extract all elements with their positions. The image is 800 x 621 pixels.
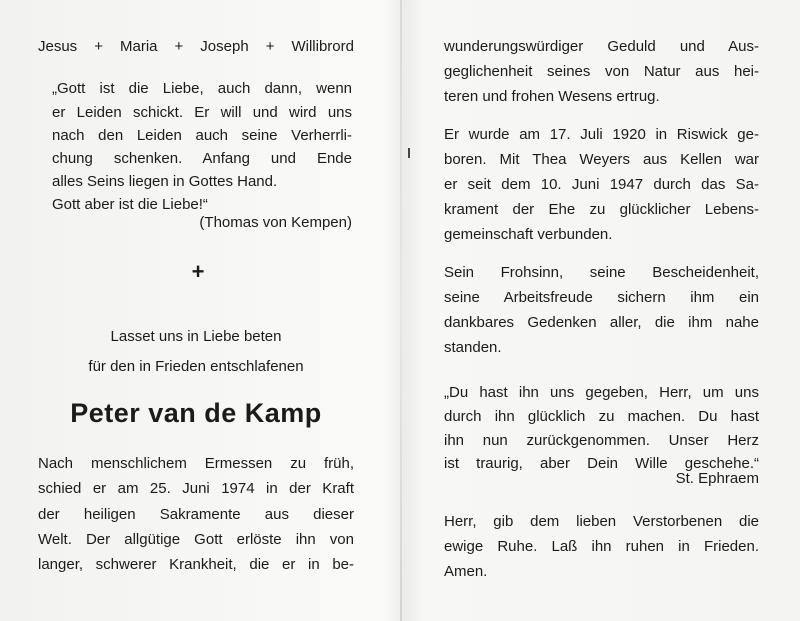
prayer-line: für den in Frieden entschlafenen (88, 358, 304, 375)
quote-line: nach den Leiden auch seine Verherrli- (52, 127, 352, 144)
body-line: Herr, gib dem lieben Verstorbenen die (444, 513, 759, 530)
cross-symbol: + (191, 259, 205, 284)
quote-author: St. Ephraem (675, 470, 759, 487)
quote-line: durch ihn glücklich zu machen. Du hast (444, 408, 759, 425)
body-line: standen. (444, 339, 502, 356)
separator-plus: + (94, 38, 103, 55)
prayer-line: Lasset uns in Liebe beten (110, 328, 282, 345)
body-line: Sein Frohsinn, seine Bescheidenheit, (444, 264, 759, 281)
body-line: krament der Ehe zu glücklicher Lebens- (444, 201, 759, 218)
quote-line: chung schenken. Anfang und Ende (52, 150, 352, 167)
body-line: langer, schwerer Krankheit, die er in be- (38, 556, 354, 573)
body-line: dankbares Gedenken aller, die ihm nahe (444, 314, 759, 331)
quote-line: „Gott ist die Liebe, auch dann, wenn (52, 80, 352, 97)
quote-line: Gott aber ist die Liebe!“ (52, 196, 208, 213)
saint-joseph: Joseph (200, 38, 249, 55)
deceased-name: Peter van de Kamp (70, 398, 322, 428)
body-line: der heiligen Sakramente aus dieser (38, 506, 354, 523)
saint-maria: Maria (119, 38, 158, 55)
body-line: gemeinschaft verbunden. (444, 226, 613, 243)
quote-line: ist traurig, aber Dein Wille geschehe.“ (444, 455, 759, 472)
body-line: boren. Mit Thea Weyers aus Kellen war (444, 151, 759, 168)
saint-jesus: Jesus (38, 38, 78, 55)
saint-willibrord: Willibrord (291, 38, 354, 55)
ink-speck (408, 148, 410, 158)
separator-plus: + (265, 38, 275, 55)
separator-plus: + (174, 38, 184, 55)
quote-line: er Leiden schickt. Er will und wird uns (52, 104, 352, 121)
quote-author: (Thomas von Kempen) (199, 214, 352, 231)
body-line: teren und frohen Wesens ertrug. (444, 88, 660, 105)
body-line: Nach menschlichem Ermessen zu früh, (38, 455, 354, 472)
body-line: ewige Ruhe. Laß ihn ruhen in Frieden. (444, 538, 759, 555)
body-line: wunderungswürdiger Geduld und Aus- (444, 38, 759, 55)
quote-line: „Du hast ihn uns gegeben, Herr, um uns (444, 384, 759, 401)
body-line: geglichenheit seines von Natur aus hei- (444, 63, 759, 80)
quote-line: alles Seins liegen in Gottes Hand. (52, 173, 278, 190)
quote-line: ihn nun zurückgenommen. Unser Herz (444, 432, 759, 449)
fold-line (400, 0, 402, 621)
saints-header (38, 38, 354, 56)
body-line: er seit dem 10. Juni 1947 durch das Sa- (444, 176, 759, 193)
body-line: Amen. (444, 563, 488, 580)
body-line: Er wurde am 17. Juli 1920 in Riswick ge- (444, 126, 759, 143)
body-line: seine Arbeitsfreude sichern ihm ein (444, 289, 759, 306)
body-line: schied er am 25. Juni 1974 in der Kraft (38, 480, 354, 497)
body-line: Welt. Der allgütige Gott erlöste ihn von (38, 531, 354, 548)
